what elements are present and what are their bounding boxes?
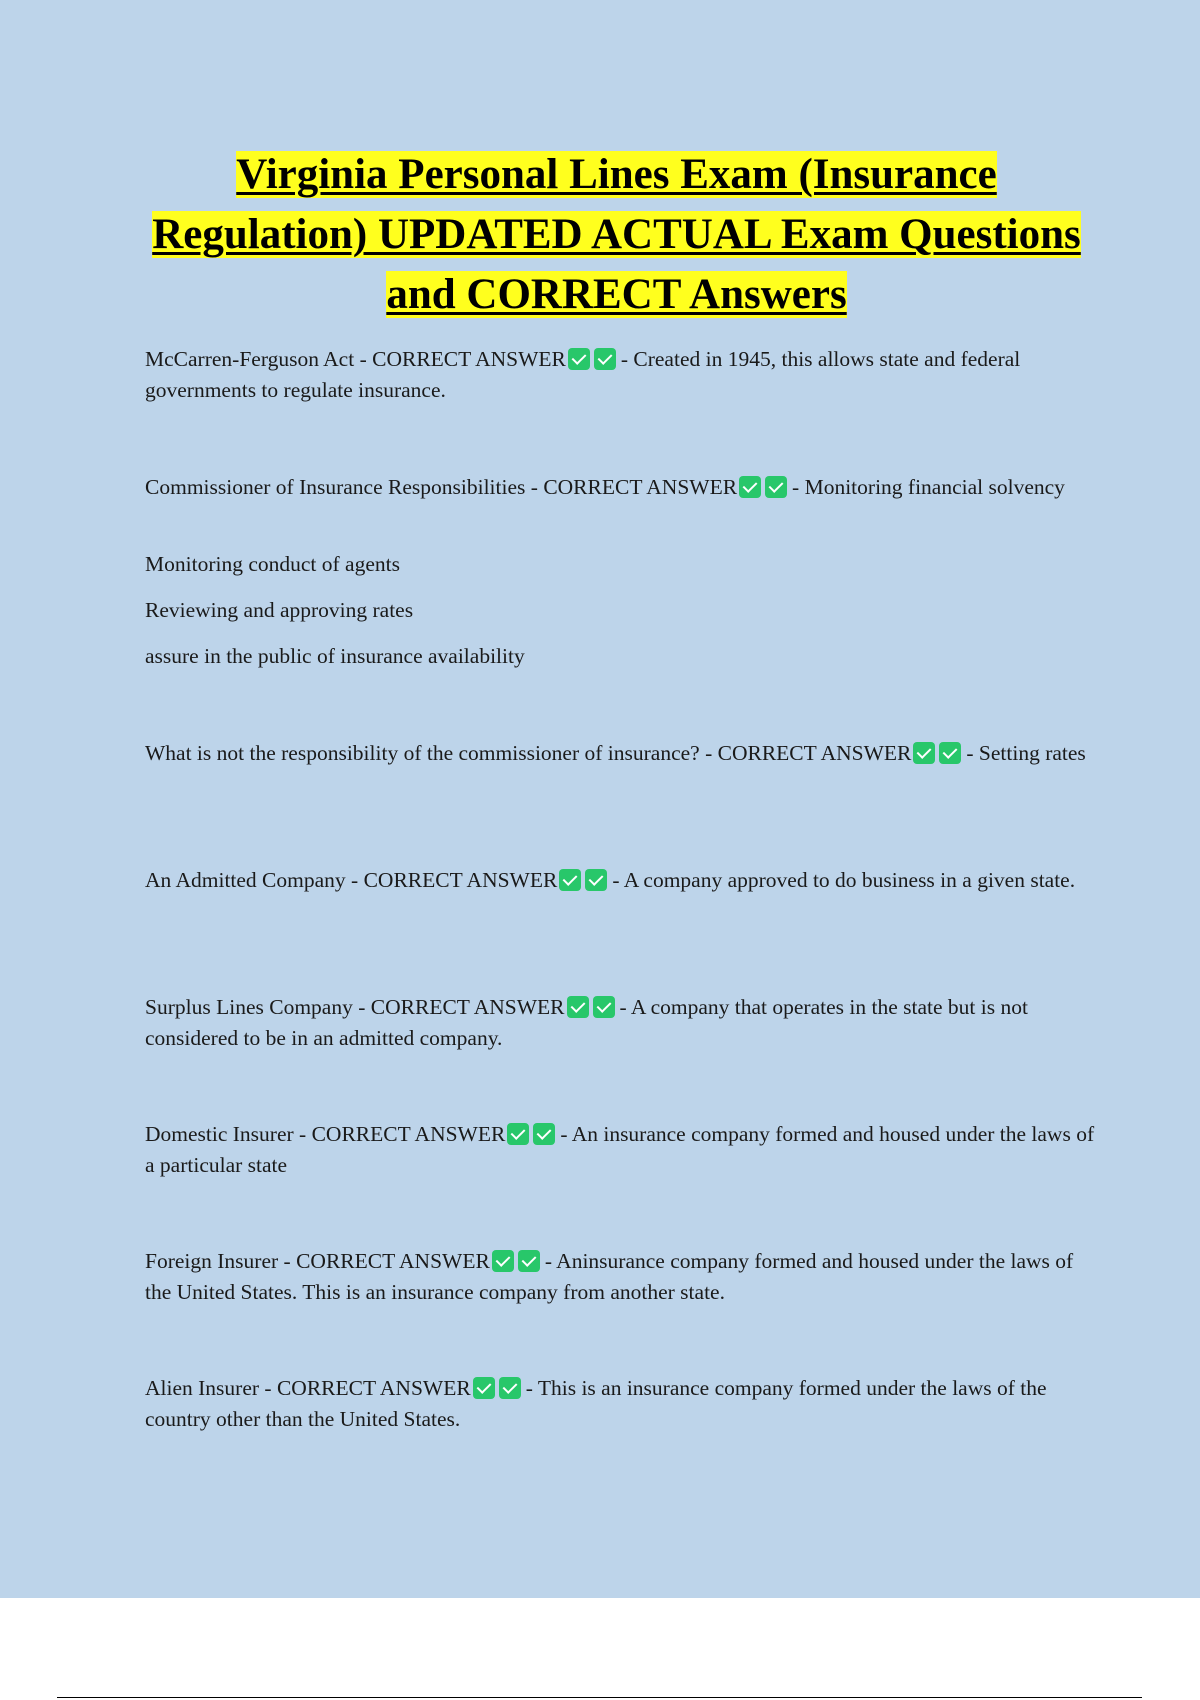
qa-answer: Created in 1945, this allows state and federal governments to regulate insurance. xyxy=(145,347,1021,402)
check-box-icon xyxy=(585,869,607,891)
check-box-icon xyxy=(499,1377,521,1399)
footer-rule xyxy=(57,1697,1142,1698)
check-box-icon xyxy=(473,1377,495,1399)
answer-marker: CORRECT ANSWER xyxy=(276,1376,471,1400)
answer-marker: CORRECT ANSWER xyxy=(370,995,565,1019)
qa-term: Domestic Insurer xyxy=(145,1122,294,1146)
check-box-icon xyxy=(765,476,787,498)
check-box-icon xyxy=(559,869,581,891)
document-title: Virginia Personal Lines Exam (Insurance Regulation) UPDATED ACTUAL Exam Questions and CORRECT Answers xyxy=(152,151,1081,318)
answer-line: Reviewing and approving rates xyxy=(145,598,414,622)
qa-answer: Aninsurance company formed and housed under the laws of the United States. This is an insurance company from another state. xyxy=(145,1249,1074,1304)
answer-marker: CORRECT ANSWER xyxy=(296,1249,490,1273)
answer-marker: CORRECT ANSWER xyxy=(543,475,738,499)
check-box-icon xyxy=(518,1250,540,1272)
qa-answer: Setting rates xyxy=(978,741,1086,765)
answer-marker: CORRECT ANSWER xyxy=(372,347,566,371)
qa-item: Domestic Insurer - CORRECT ANSWER - An insurance company formed and housed under the laws of a particular state xyxy=(145,1122,1095,1177)
check-box-icon xyxy=(507,1123,529,1145)
qa-item: An Admitted Company - CORRECT ANSWER - A company approved to do business in a given state. xyxy=(145,868,1076,892)
check-box-icon xyxy=(593,996,615,1018)
qa-item: Foreign Insurer - CORRECT ANSWER - Aninsurance company formed and housed under the laws of the United States. This is an insurance company from another state. xyxy=(145,1249,1074,1304)
check-box-icon xyxy=(913,742,935,764)
check-box-icon xyxy=(492,1250,514,1272)
answer-marker: CORRECT ANSWER xyxy=(311,1122,506,1146)
qa-term: Foreign Insurer xyxy=(145,1249,279,1273)
answer-line: assure in the public of insurance availability xyxy=(145,644,525,668)
qa-item: McCarren-Ferguson Act - CORRECT ANSWER - Created in 1945, this allows state and federal governments to regulate insurance. xyxy=(145,347,1021,402)
qa-answer: An insurance company formed and housed under the laws of a particular state xyxy=(145,1122,1095,1177)
qa-term: McCarren-Ferguson Act xyxy=(145,347,355,371)
qa-term: What is not the responsibility of the commissioner of insurance? xyxy=(145,741,700,765)
qa-answer: A company that operates in the state but is not considered to be in an admitted company. xyxy=(145,995,1028,1050)
qa-term: Alien Insurer xyxy=(145,1376,260,1400)
answer-marker: CORRECT ANSWER xyxy=(363,868,558,892)
answer-line: Monitoring conduct of agents xyxy=(145,552,400,576)
answer-marker: CORRECT ANSWER xyxy=(717,741,912,765)
check-box-icon xyxy=(568,348,590,370)
check-box-icon xyxy=(594,348,616,370)
qa-term: An Admitted Company xyxy=(145,868,346,892)
qa-item: Surplus Lines Company - CORRECT ANSWER - A company that operates in the state but is not considered to be in an admitted company. xyxy=(145,995,1028,1050)
qa-answer: A company approved to do business in a given state. xyxy=(623,868,1076,892)
qa-term: Commissioner of Insurance Responsibilities xyxy=(145,475,526,499)
qa-item: Commissioner of Insurance Responsibilities - CORRECT ANSWER - Monitoring financial solvency xyxy=(145,475,1065,499)
check-box-icon xyxy=(939,742,961,764)
qa-item: Alien Insurer - CORRECT ANSWER - This is an insurance company formed under the laws of the country other than the United States. xyxy=(145,1376,1047,1431)
check-box-icon xyxy=(567,996,589,1018)
qa-item: What is not the responsibility of the commissioner of insurance? - CORRECT ANSWER - Setting rates xyxy=(145,741,1086,765)
qa-term: Surplus Lines Company xyxy=(145,995,353,1019)
qa-answer: Monitoring financial solvency xyxy=(804,475,1065,499)
check-box-icon xyxy=(533,1123,555,1145)
check-box-icon xyxy=(739,476,761,498)
qa-answer: This is an insurance company formed under the laws of the country other than the United States. xyxy=(145,1376,1047,1431)
